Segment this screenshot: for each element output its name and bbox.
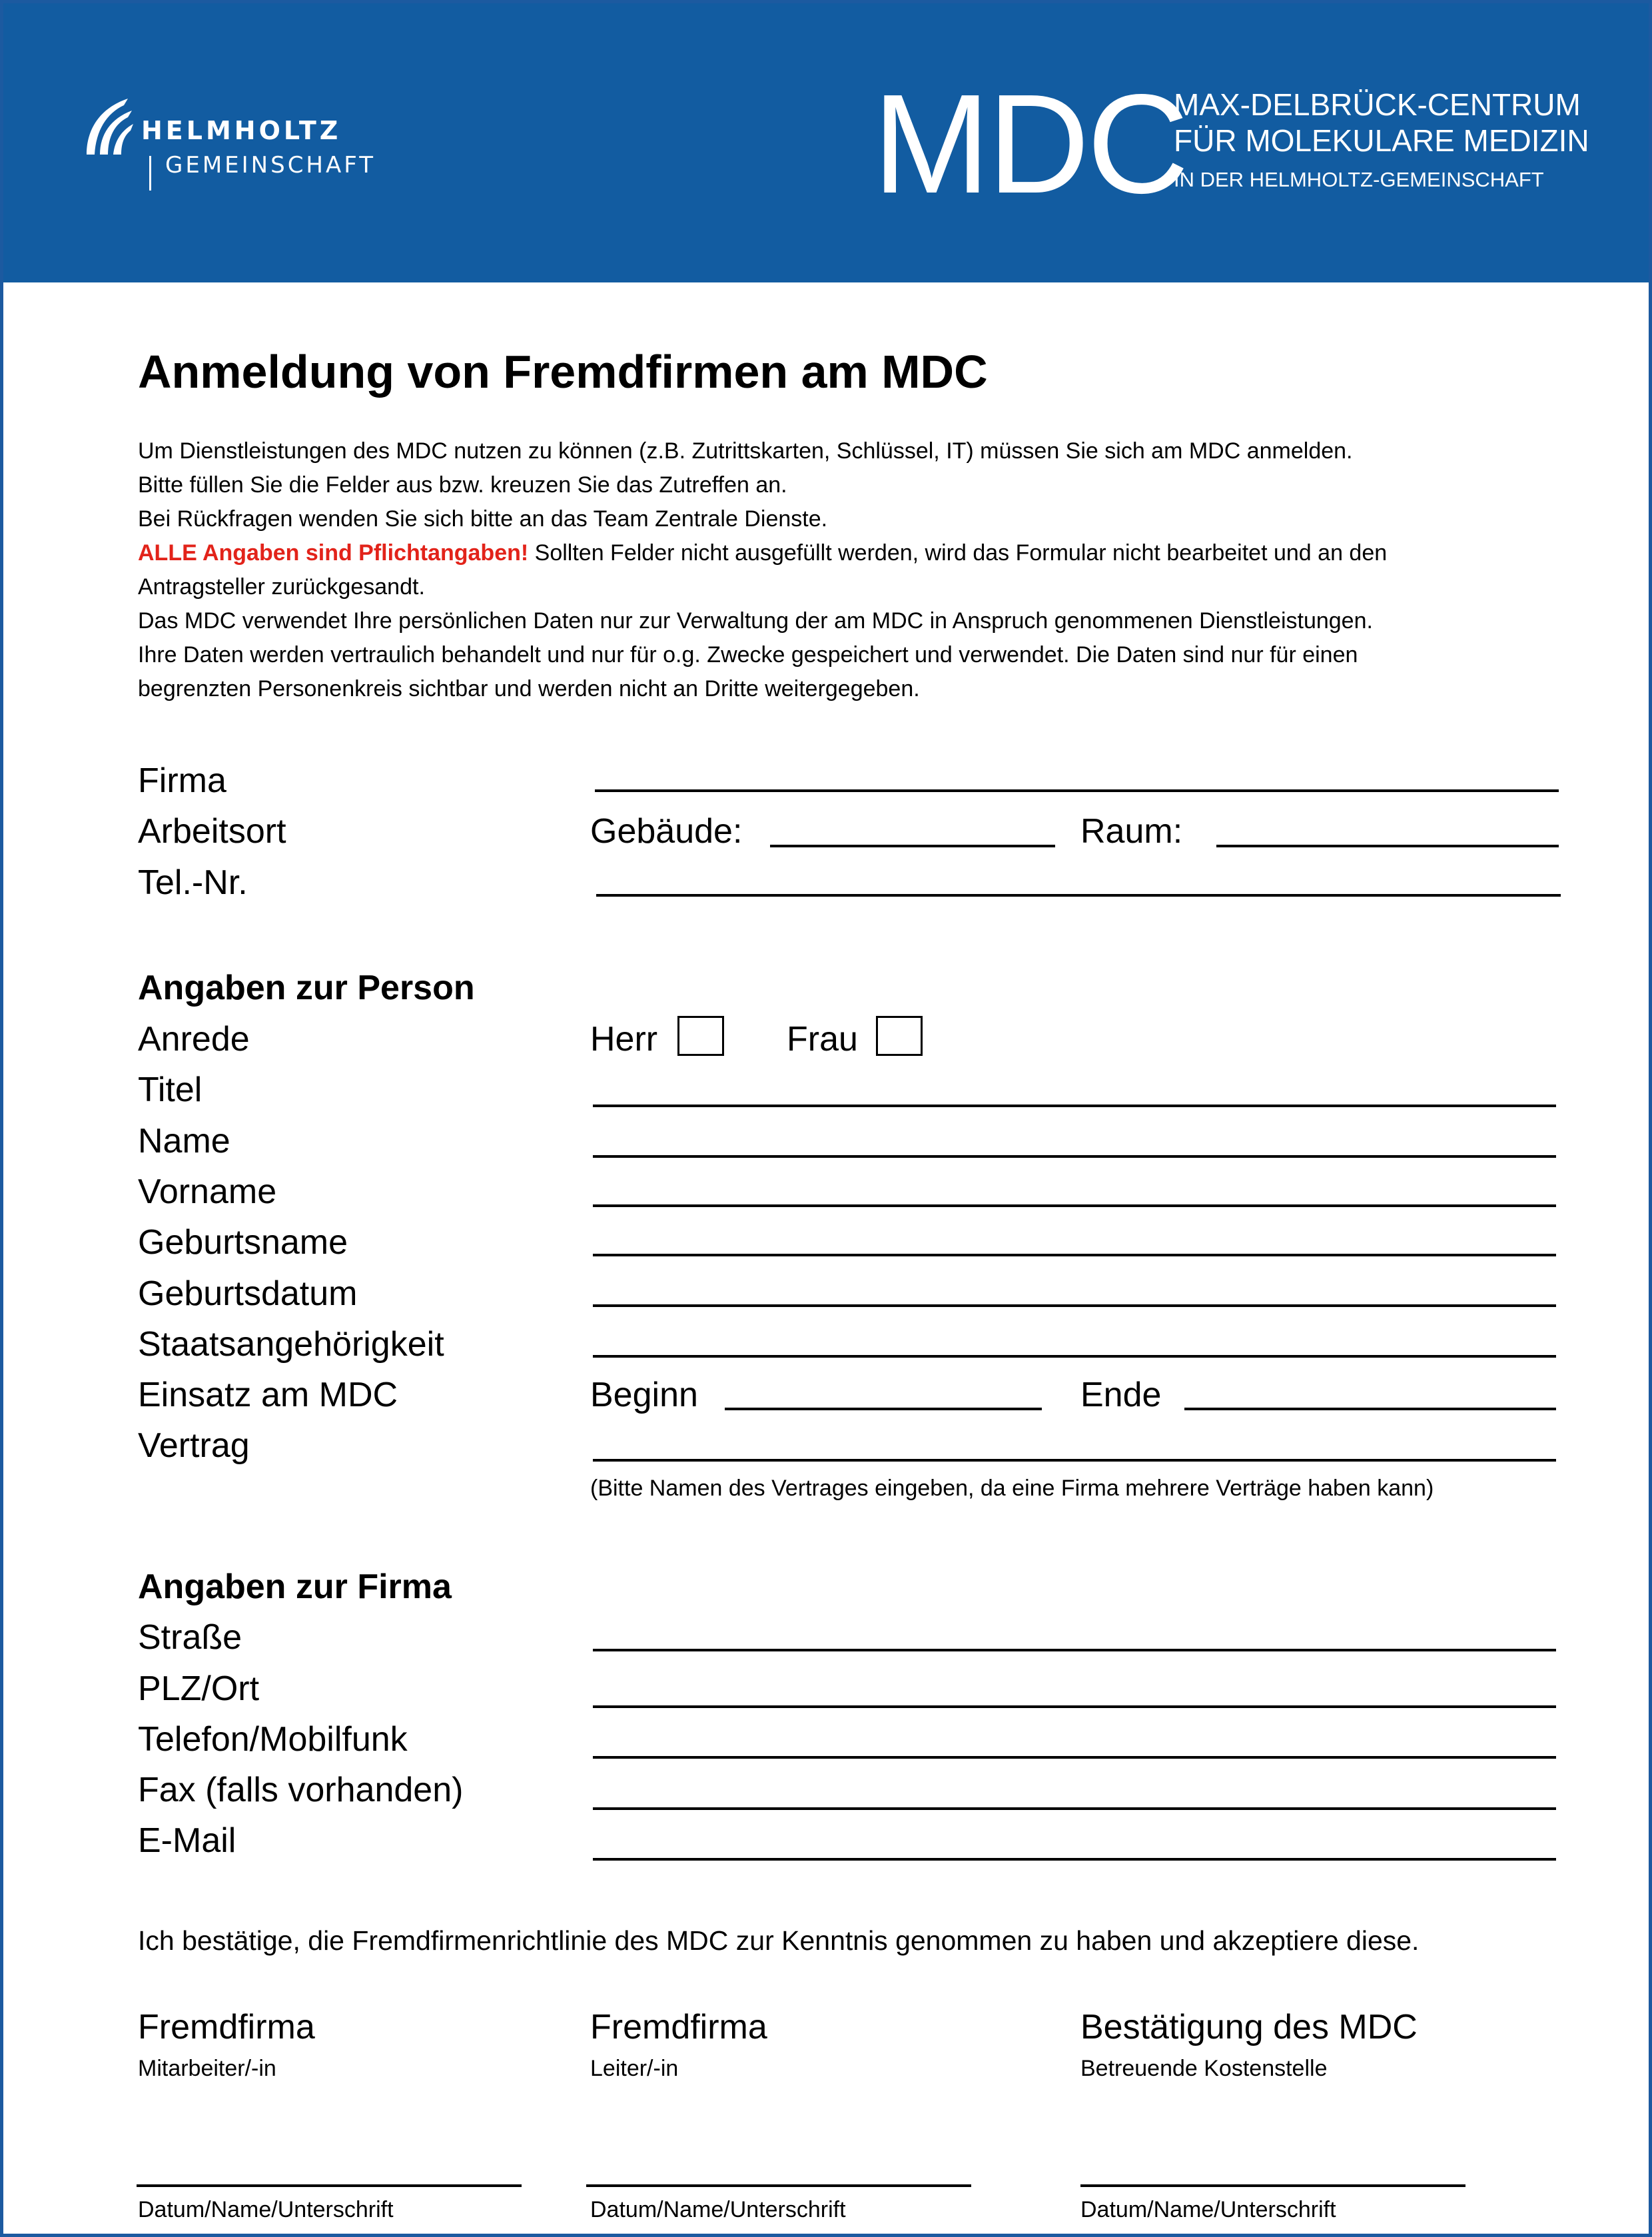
intro-line: Ihre Daten werden vertraulich behandelt und nur für o.g. Zwecke gespeichert und verwendet. Die Daten sind nur für einen (138, 642, 1358, 668)
label-geburtsname: Geburtsname (138, 1223, 348, 1262)
section-heading-firma: Angaben zur Firma (138, 1567, 452, 1606)
signature-caption-col3: Datum/Name/Unterschrift (1080, 2197, 1336, 2222)
label-gebaeude: Gebäude: (590, 812, 743, 851)
intro-line: Bei Rückfragen wenden Sie sich bitte an das Team Zentrale Dienste. (138, 506, 828, 532)
label-firma: Firma (138, 761, 226, 800)
section-heading-person: Angaben zur Person (138, 969, 475, 1007)
label-raum: Raum: (1080, 812, 1183, 851)
signature-caption-col2: Datum/Name/Unterschrift (590, 2197, 846, 2222)
signature-col3-sub: Betreuende Kostenstelle (1080, 2056, 1328, 2081)
mdc-name-line1: MAX-DELBRÜCK-CENTRUM (1174, 87, 1581, 122)
label-telefon: Telefon/Mobilfunk (138, 1720, 408, 1759)
label-anrede: Anrede (138, 1020, 250, 1059)
intro-line: Bitte füllen Sie die Felder aus bzw. kreuzen Sie das Zutreffen an. (138, 472, 787, 498)
label-name: Name (138, 1122, 230, 1160)
label-frau: Frau (787, 1020, 858, 1059)
vertrag-hint: (Bitte Namen des Vertrages eingeben, da eine Firma mehrere Verträge haben kann) (590, 1476, 1434, 1501)
signature-caption-col1: Datum/Name/Unterschrift (138, 2197, 394, 2222)
label-einsatz: Einsatz am MDC (138, 1376, 398, 1414)
label-titel: Titel (138, 1071, 203, 1109)
label-vertrag: Vertrag (138, 1426, 250, 1465)
page-title: Anmeldung von Fremdfirmen am MDC (138, 346, 988, 398)
confirmation-text: Ich bestätige, die Fremdfirmenrichtlinie des MDC zur Kenntnis genommen zu haben und akzeptiere diese. (138, 1925, 1420, 1956)
label-strasse: Straße (138, 1618, 242, 1657)
helmholtz-name: HELMHOLTZ (141, 116, 342, 145)
mdc-name-line2: FÜR MOLEKULARE MEDIZIN (1174, 123, 1589, 158)
label-arbeitsort: Arbeitsort (138, 812, 286, 851)
label-plz: PLZ/Ort (138, 1669, 260, 1708)
signature-col2-title: Fremdfirma (590, 2008, 767, 2046)
intro-line: Um Dienstleistungen des MDC nutzen zu können (z.B. Zutrittskarten, Schlüssel, IT) müssen Sie sich am MDC anmelden. (138, 438, 1353, 464)
signature-col3-title: Bestätigung des MDC (1080, 2008, 1418, 2046)
intro-line: Das MDC verwendet Ihre persönlichen Daten nur zur Verwaltung der am MDC in Anspruch genommenen Dienstleistungen. (138, 608, 1373, 634)
label-vorname: Vorname (138, 1172, 277, 1211)
required-notice: ALLE Angaben sind Pflichtangaben! (138, 540, 529, 566)
intro-line: Antragsteller zurückgesandt. (138, 574, 425, 600)
signature-col1-sub: Mitarbeiter/-in (138, 2056, 276, 2081)
signature-col2-sub: Leiter/-in (590, 2056, 679, 2081)
signature-col1-title: Fremdfirma (138, 2008, 315, 2046)
label-fax: Fax (falls vorhanden) (138, 1771, 464, 1809)
label-beginn: Beginn (590, 1376, 698, 1414)
label-tel: Tel.-Nr. (138, 863, 248, 902)
label-staatsangehoerigkeit: Staatsangehörigkeit (138, 1325, 444, 1364)
label-herr: Herr (590, 1020, 658, 1059)
mdc-logo-letters: MDC (873, 65, 1186, 223)
label-email: E-Mail (138, 1821, 236, 1860)
mdc-name-line3: IN DER HELMHOLTZ-GEMEINSCHAFT (1174, 168, 1544, 191)
helmholtz-subtitle: GEMEINSCHAFT (165, 152, 376, 179)
intro-line: begrenzten Personenkreis sichtbar und werden nicht an Dritte weitergegeben. (138, 676, 920, 701)
label-geburtsdatum: Geburtsdatum (138, 1274, 358, 1313)
intro-line-rest: Sollten Felder nicht ausgefüllt werden, wird das Formular nicht bearbeitet und an den (528, 540, 1388, 566)
label-ende: Ende (1080, 1376, 1162, 1414)
